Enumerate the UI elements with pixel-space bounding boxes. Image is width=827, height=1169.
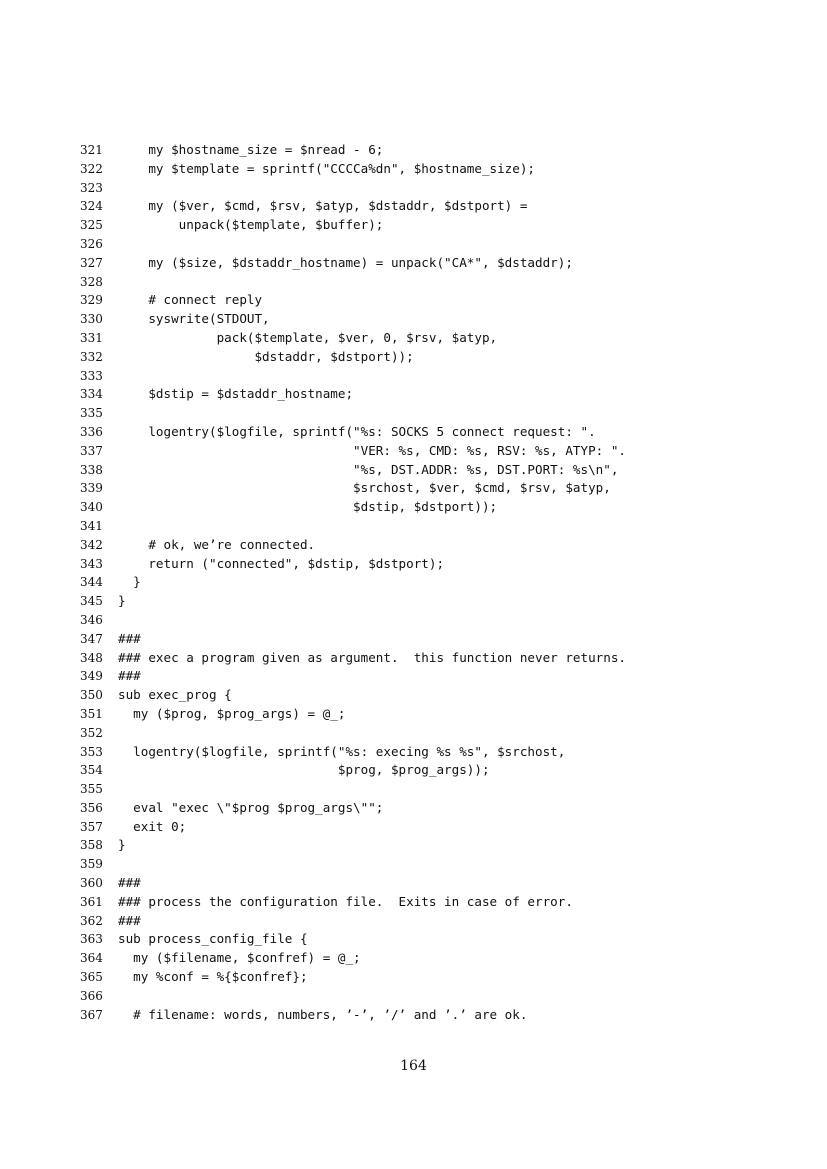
line-number: 333 — [80, 368, 103, 383]
line-number: 328 — [80, 274, 103, 289]
line-code: my ($size, $dstaddr_hostname) = unpack("CA*", $dstaddr); — [118, 254, 573, 270]
code-line — [0, 179, 827, 198]
line-number: 347 — [80, 631, 103, 646]
line-number: 327 — [80, 255, 103, 270]
line-number: 365 — [80, 970, 103, 985]
line-number: 326 — [80, 236, 103, 251]
line-number: 340 — [80, 500, 103, 515]
code-line — [0, 780, 827, 799]
code-line — [0, 874, 827, 893]
line-number: 324 — [80, 199, 103, 214]
line-code: } — [118, 574, 141, 590]
code-line — [0, 930, 827, 949]
code-line — [0, 743, 827, 762]
line-number: 325 — [80, 218, 103, 233]
line-number: 331 — [80, 330, 103, 345]
line-number: 363 — [80, 932, 103, 947]
code-line — [0, 461, 827, 480]
line-code: ### — [118, 668, 141, 684]
code-line — [0, 291, 827, 310]
code-line — [0, 836, 827, 855]
line-code: $srchost, $ver, $cmd, $rsv, $atyp, — [118, 480, 611, 496]
code-line — [0, 555, 827, 574]
code-line — [0, 442, 827, 461]
code-line — [0, 649, 827, 668]
line-code: ### process the configuration file. Exits in case of error. — [118, 893, 573, 909]
code-line — [0, 235, 827, 254]
line-code: my ($prog, $prog_args) = @_; — [118, 705, 346, 721]
code-line — [0, 310, 827, 329]
line-number: 346 — [80, 612, 103, 627]
line-number: 323 — [80, 180, 103, 195]
line-number: 367 — [80, 1007, 103, 1022]
line-number: 361 — [80, 894, 103, 909]
code-line — [0, 912, 827, 931]
line-number: 334 — [80, 387, 103, 402]
line-code: unpack($template, $buffer); — [118, 217, 384, 233]
line-code: logentry($logfile, sprintf("%s: SOCKS 5 connect request: ". — [118, 423, 596, 439]
page-number: 164 — [400, 1058, 427, 1074]
line-code: my $template = sprintf("CCCCa%dn", $hostname_size); — [118, 160, 536, 176]
line-number: 337 — [80, 443, 103, 458]
code-line — [0, 667, 827, 686]
line-code: pack($template, $ver, 0, $rsv, $atyp, — [118, 329, 498, 345]
line-code: exit 0; — [118, 818, 187, 834]
line-code: ### — [118, 912, 141, 928]
code-line — [0, 404, 827, 423]
code-line — [0, 160, 827, 179]
line-code: return ("connected", $dstip, $dstport); — [118, 555, 445, 571]
line-number: 359 — [80, 857, 103, 872]
line-number: 349 — [80, 669, 103, 684]
code-line — [0, 855, 827, 874]
line-number: 335 — [80, 406, 103, 421]
line-code: eval "exec \"$prog $prog_args\""; — [118, 799, 384, 815]
line-number: 344 — [80, 575, 103, 590]
code-line — [0, 254, 827, 273]
code-line — [0, 498, 827, 517]
code-line — [0, 611, 827, 630]
code-line — [0, 949, 827, 968]
line-code: "%s, DST.ADDR: %s, DST.PORT: %s\n", — [118, 461, 619, 477]
code-line — [0, 329, 827, 348]
line-number: 358 — [80, 838, 103, 853]
line-number: 341 — [80, 518, 103, 533]
code-line — [0, 987, 827, 1006]
line-code: logentry($logfile, sprintf("%s: execing %s %s", $srchost, — [118, 743, 566, 759]
code-line — [0, 818, 827, 837]
code-line — [0, 630, 827, 649]
code-line — [0, 724, 827, 743]
line-number: 351 — [80, 706, 103, 721]
line-number: 322 — [80, 161, 103, 176]
line-number: 329 — [80, 293, 103, 308]
line-code: } — [118, 837, 126, 853]
code-line — [0, 385, 827, 404]
code-line — [0, 686, 827, 705]
code-line — [0, 141, 827, 160]
code-line — [0, 348, 827, 367]
code-line — [0, 592, 827, 611]
code-listing — [0, 141, 827, 1024]
line-number: 336 — [80, 424, 103, 439]
code-line — [0, 893, 827, 912]
line-number: 353 — [80, 744, 103, 759]
code-line — [0, 536, 827, 555]
line-number: 339 — [80, 481, 103, 496]
line-code: syswrite(STDOUT, — [118, 311, 270, 327]
code-line — [0, 705, 827, 724]
line-number: 348 — [80, 650, 103, 665]
line-code: "VER: %s, CMD: %s, RSV: %s, ATYP: ". — [118, 442, 626, 458]
line-code: ### — [118, 875, 141, 891]
line-code: $dstip = $dstaddr_hostname; — [118, 386, 354, 402]
code-line — [0, 761, 827, 780]
line-number: 357 — [80, 819, 103, 834]
line-code: $dstaddr, $dstport)); — [118, 348, 414, 364]
line-number: 354 — [80, 763, 103, 778]
line-number: 366 — [80, 988, 103, 1003]
code-line — [0, 216, 827, 235]
line-number: 321 — [80, 143, 103, 157]
line-code: } — [118, 593, 126, 609]
line-code: my $hostname_size = $nread - 6; — [118, 142, 384, 157]
line-code: sub process_config_file { — [118, 931, 308, 947]
line-code: # connect reply — [118, 292, 263, 308]
line-code: # filename: words, numbers, ’-’, ’/’ and ’.’ are ok. — [118, 1006, 528, 1022]
line-code: ### exec a program given as argument. this function never returns. — [118, 649, 626, 665]
code-line — [0, 799, 827, 818]
line-number: 343 — [80, 556, 103, 571]
line-code: $dstip, $dstport)); — [118, 499, 498, 515]
code-line — [0, 273, 827, 292]
line-number: 345 — [80, 594, 103, 609]
code-line — [0, 479, 827, 498]
code-line — [0, 367, 827, 386]
line-code: ### — [118, 630, 141, 646]
line-code: sub exec_prog { — [118, 687, 232, 703]
code-line — [0, 573, 827, 592]
code-line — [0, 517, 827, 536]
line-code: my %conf = %{$confref}; — [118, 969, 308, 985]
line-number: 356 — [80, 800, 103, 815]
code-line — [0, 423, 827, 442]
line-code: my ($ver, $cmd, $rsv, $atyp, $dstaddr, $dstport) = — [118, 198, 528, 214]
line-code: # ok, we’re connected. — [118, 536, 316, 552]
line-number: 330 — [80, 312, 103, 327]
line-number: 332 — [80, 349, 103, 364]
line-number: 350 — [80, 688, 103, 703]
line-number: 338 — [80, 462, 103, 477]
line-number: 355 — [80, 782, 103, 797]
code-line — [0, 968, 827, 987]
line-number: 342 — [80, 537, 103, 552]
code-line — [0, 197, 827, 216]
line-number: 362 — [80, 913, 103, 928]
line-number: 352 — [80, 725, 103, 740]
code-line — [0, 1006, 827, 1025]
line-code: $prog, $prog_args)); — [118, 762, 490, 778]
line-number: 364 — [80, 951, 103, 966]
line-code: my ($filename, $confref) = @_; — [118, 950, 361, 966]
line-number: 360 — [80, 876, 103, 891]
